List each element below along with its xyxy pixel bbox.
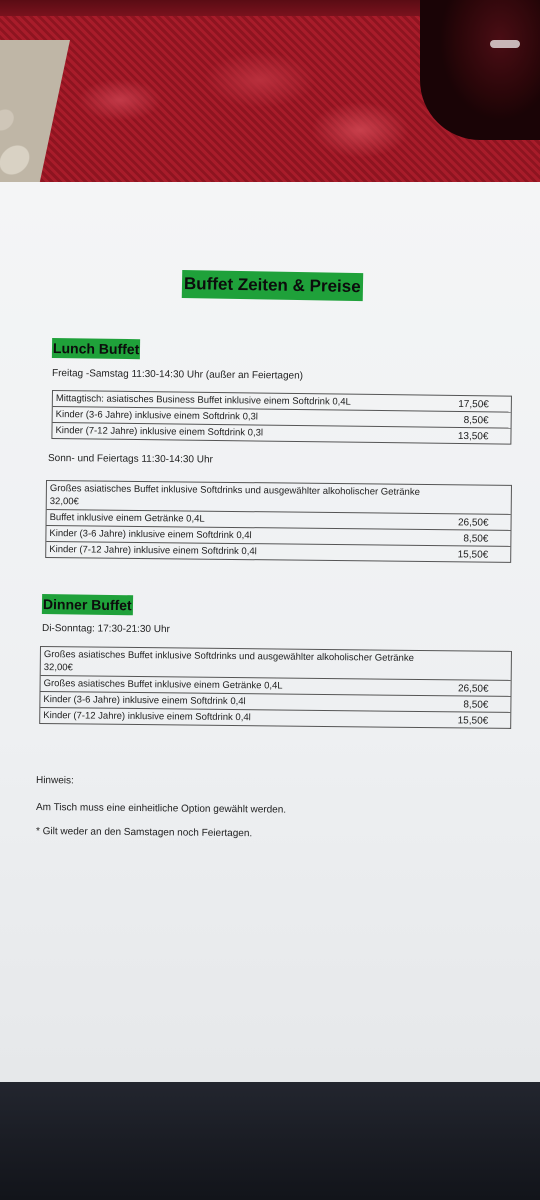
glass-reflection (490, 40, 520, 48)
lunch-sun-holiday-schedule: Sonn- und Feiertags 11:30-14:30 Uhr (47, 453, 213, 466)
lunch-fri-sat-schedule: Freitag -Samstag 11:30-14:30 Uhr (außer an Feiertagen) (51, 368, 304, 382)
dinner-schedule: Di-Sonntag: 17:30-21:30 Uhr (41, 623, 170, 636)
item-description: Buffet inklusive einem Getränke 0,4L (49, 512, 205, 525)
item-price: 17,50€ (458, 398, 489, 411)
item-price: 8,50€ (463, 415, 489, 427)
item-price: 32,00€ (43, 662, 73, 674)
item-price: 26,50€ (457, 517, 489, 529)
lunch-sun-holiday-price-table (45, 480, 512, 563)
item-description: Kinder (7-12 Jahre) inklusive einem Softdrink 0,3l (55, 425, 264, 439)
dinner-price-table (39, 646, 512, 729)
item-price: 15,50€ (457, 715, 489, 727)
item-description: Kinder (3-6 Jahre) inklusive einem Softdrink 0,4l (43, 694, 246, 708)
notes-line-2: * Gilt weder an den Samstagen noch Feiertagen. (35, 826, 253, 840)
item-price: 13,50€ (457, 430, 489, 443)
item-description: Kinder (7-12 Jahre) inklusive einem Softdrink 0,4l (49, 544, 257, 558)
dinner-buffet-heading: Dinner Buffet (42, 594, 133, 615)
item-description: Mittagtisch: asiatisches Business Buffet inklusive einem Softdrink 0,4L (55, 393, 351, 408)
item-price: 8,50€ (463, 533, 489, 545)
lunch-buffet-heading: Lunch Buffet (52, 338, 141, 359)
notes-label: Hinweis: (35, 775, 74, 787)
notes-line-1: Am Tisch muss eine einheitliche Option gewählt werden. (35, 802, 287, 816)
item-price: 15,50€ (457, 549, 489, 561)
item-description: Kinder (3-6 Jahre) inklusive einem Softdrink 0,3l (55, 409, 258, 423)
item-description: Kinder (7-12 Jahre) inklusive einem Softdrink 0,4l (43, 710, 251, 724)
lunch-fri-sat-price-table (51, 390, 512, 445)
wine-glass (420, 0, 540, 140)
item-description: Kinder (3-6 Jahre) inklusive einem Softdrink 0,4l (49, 528, 252, 542)
item-description: Großes asiatisches Buffet inklusive Softdrinks und ausgewählter alkoholischer Getränke (43, 649, 414, 664)
dark-table-surface (0, 1080, 540, 1200)
item-price: 8,50€ (463, 699, 489, 711)
page-title: Buffet Zeiten & Preise (182, 270, 363, 301)
item-description: Großes asiatisches Buffet inklusive Softdrinks und ausgewählter alkoholischer Getränke (49, 483, 420, 498)
item-description: Großes asiatisches Buffet inklusive einem Getränke 0,4L (43, 678, 283, 692)
item-price: 32,00€ (49, 496, 79, 508)
item-price: 26,50€ (457, 683, 489, 695)
